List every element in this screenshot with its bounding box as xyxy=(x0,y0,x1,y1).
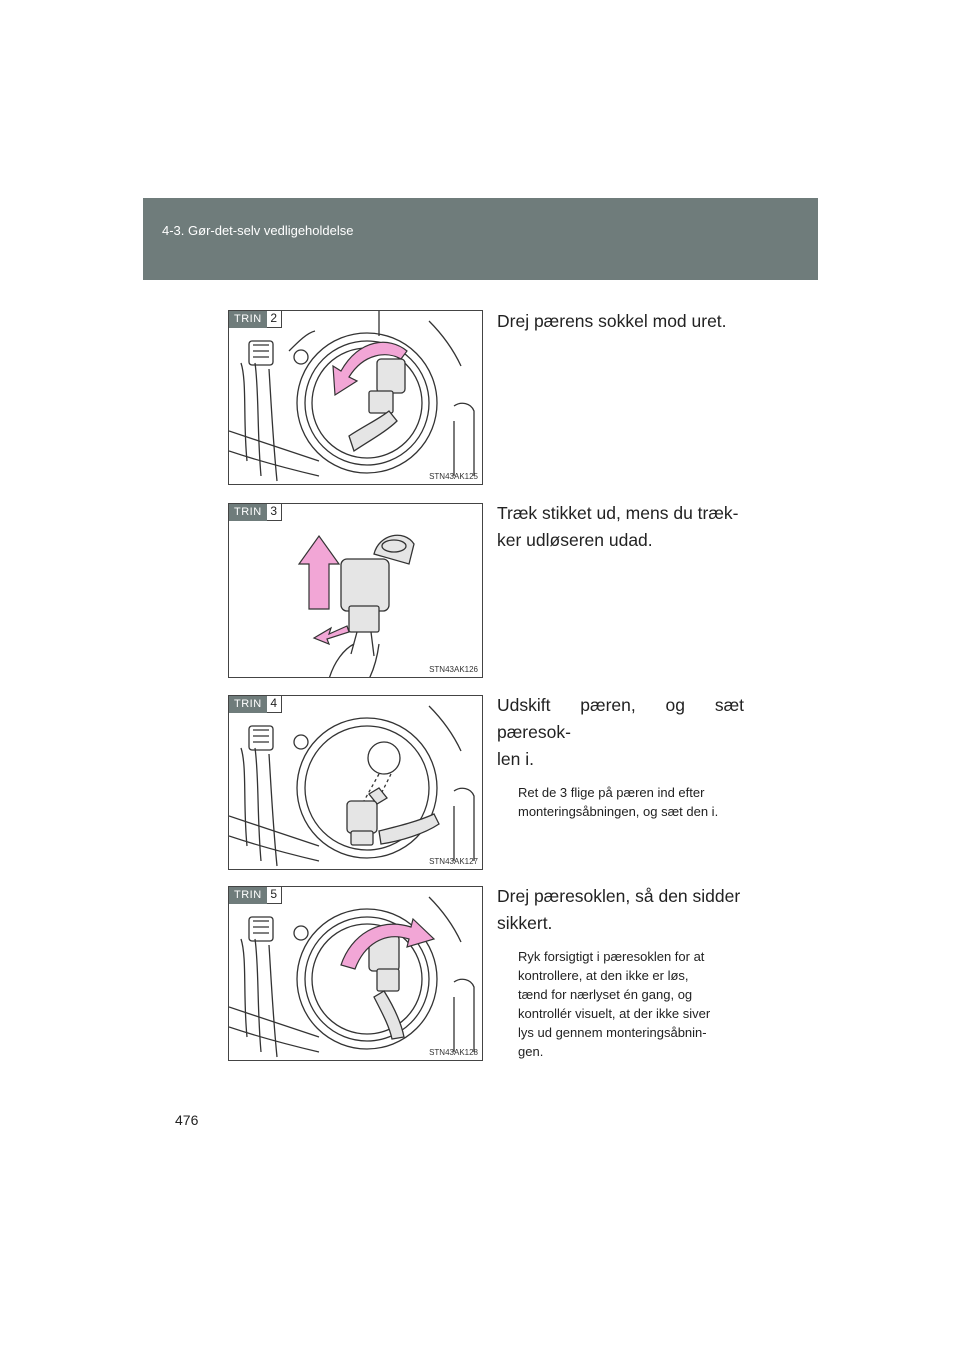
instruction-line: sikkert. xyxy=(497,913,553,933)
note-line: kontrollere, at den ikke er løs, xyxy=(518,968,689,983)
step-instruction xyxy=(497,692,744,773)
step-instruction xyxy=(497,308,744,335)
step-badge-word: TRIN xyxy=(229,504,267,521)
step-3-text xyxy=(497,500,744,554)
step-note xyxy=(518,783,744,821)
step-3-figure xyxy=(228,503,483,678)
section-title: 4-3. Gør-det-selv vedligeholdelse xyxy=(162,223,354,238)
socket-tighten-illustration xyxy=(229,887,483,1061)
step-badge-number: 3 xyxy=(267,504,282,521)
figure-code: STN43AK126 xyxy=(429,665,478,674)
pull-up-arrow-icon xyxy=(299,536,339,609)
step-2-figure xyxy=(228,310,483,485)
instruction-line: Træk stikket ud, mens du træk- xyxy=(497,503,739,523)
step-badge xyxy=(229,311,282,328)
instruction-line: ker udløseren udad. xyxy=(497,530,653,550)
release-arrow-icon xyxy=(314,626,349,644)
bulb-connector-illustration xyxy=(229,504,483,678)
step-badge xyxy=(229,696,282,713)
note-line: kontrollér visuelt, at der ikke siver xyxy=(518,1006,711,1021)
step-badge-word: TRIN xyxy=(229,311,267,328)
step-badge-word: TRIN xyxy=(229,887,267,904)
page-number: 476 xyxy=(175,1112,199,1128)
figure-code: STN43AK125 xyxy=(429,472,478,481)
instruction-line: Drej pæresoklen, så den sidder xyxy=(497,886,741,906)
step-instruction xyxy=(497,883,744,937)
step-badge-number: 4 xyxy=(267,696,282,713)
step-badge xyxy=(229,504,282,521)
step-badge xyxy=(229,887,282,904)
step-instruction xyxy=(497,500,744,554)
step-badge-number: 2 xyxy=(267,311,282,328)
figure-code: STN43AK127 xyxy=(429,857,478,866)
step-badge-number: 5 xyxy=(267,887,282,904)
step-4-text xyxy=(497,692,744,821)
figure-code: STN43AK128 xyxy=(429,1048,478,1057)
bulb-replace-illustration xyxy=(229,696,483,870)
note-line: gen. xyxy=(518,1044,544,1059)
instruction-line: Udskift pæren, og sæt pæresok- xyxy=(497,695,744,742)
instruction-line: len i. xyxy=(497,749,534,769)
headlamp-socket-illustration xyxy=(229,311,483,485)
instruction-line: Drej pærens sokkel mod uret. xyxy=(497,311,727,331)
step-note xyxy=(518,947,744,1061)
note-line: monteringsåbningen, og sæt den i. xyxy=(518,804,719,819)
note-line: lys ud gennem monteringsåbnin- xyxy=(518,1025,707,1040)
step-badge-word: TRIN xyxy=(229,696,267,713)
step-4-figure xyxy=(228,695,483,870)
note-line: tænd for nærlyset én gang, og xyxy=(518,987,693,1002)
step-5-text xyxy=(497,883,744,1061)
step-2-text xyxy=(497,308,744,335)
note-line: Ret de 3 flige på pæren ind efter xyxy=(518,785,705,800)
note-line: Ryk forsigtigt i pæresoklen for at xyxy=(518,949,705,964)
section-header xyxy=(143,198,818,280)
step-5-figure xyxy=(228,886,483,1061)
